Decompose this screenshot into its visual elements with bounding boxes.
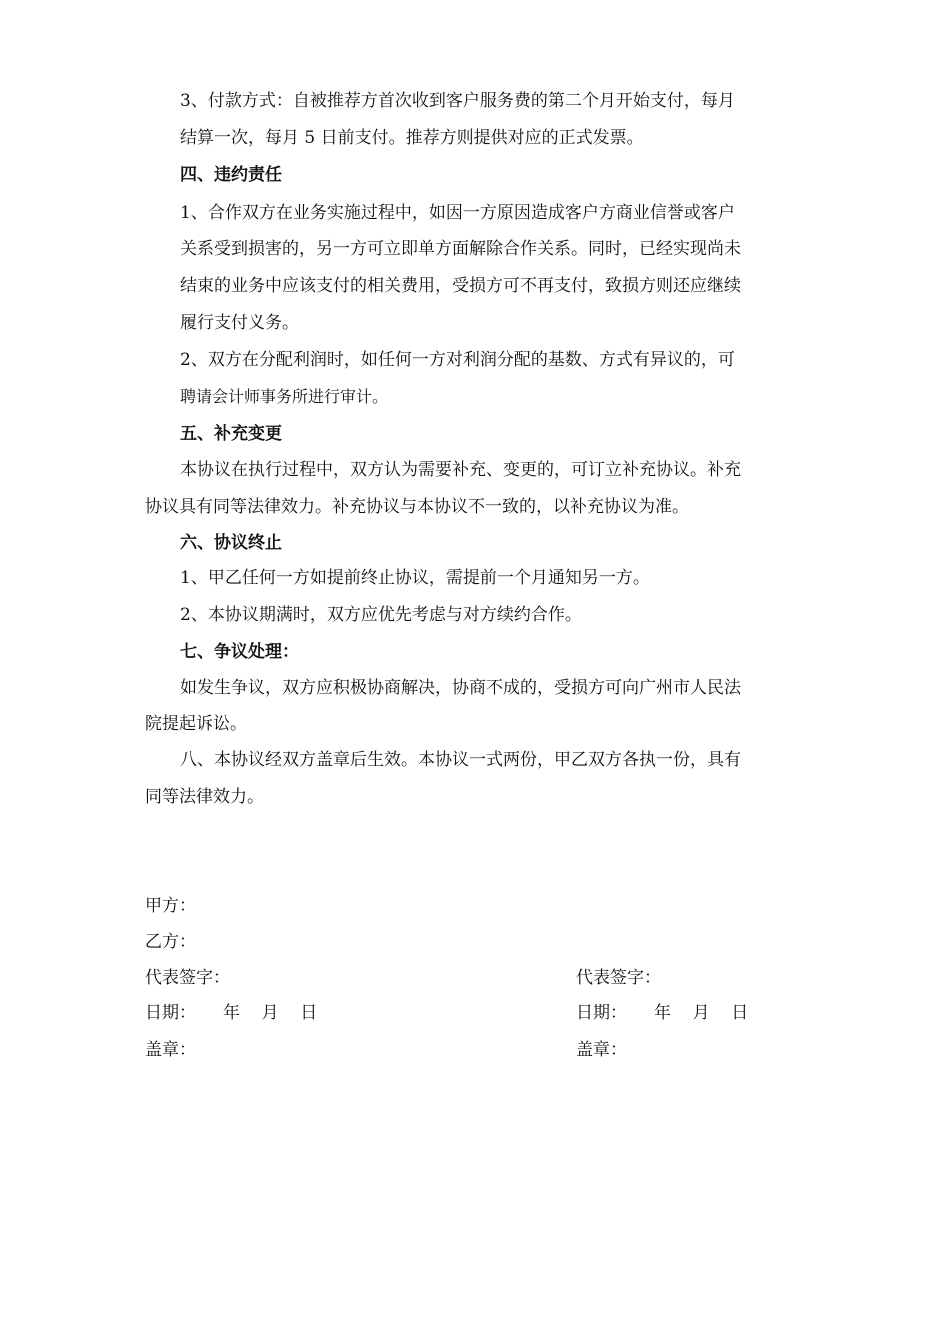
party-b-label: 乙方：: [145, 932, 196, 952]
termination-clause-2: 2、本协议期满时，双方应优先考虑与对方续约合作。: [180, 605, 582, 625]
left-seal-label: 盖章：: [145, 1040, 196, 1060]
termination-clause-1: 1、甲乙任何一方如提前终止协议，需提前一个月通知另一方。: [180, 568, 650, 588]
breach-clause-2-line: 2、双方在分配利润时，如任何一方对利润分配的基数、方式有异议的，可: [180, 350, 735, 370]
supplement-paragraph-line: 本协议在执行过程中，双方认为需要补充、变更的，可订立补充协议。补充: [180, 460, 741, 480]
right-date-label: 日期： 年 月 日: [576, 1003, 749, 1023]
party-a-label: 甲方：: [145, 896, 196, 916]
dispute-paragraph-line: 如发生争议，双方应积极协商解决，协商不成的，受损方可向广州市人民法: [180, 678, 741, 698]
section-heading-termination: 六、协议终止: [180, 533, 282, 553]
payment-terms-line: 结算一次，每月 5 日前支付。推荐方则提供对应的正式发票。: [180, 128, 644, 148]
supplement-paragraph-line: 协议具有同等法律效力。补充协议与本协议不一致的，以补充协议为准。: [145, 497, 689, 517]
effect-paragraph-line: 同等法律效力。: [145, 787, 264, 807]
left-date-label: 日期： 年 月 日: [145, 1003, 318, 1023]
section-heading-dispute: 七、争议处理：: [180, 642, 299, 662]
effect-paragraph-line: 八、本协议经双方盖章后生效。本协议一式两份，甲乙双方各执一份，具有: [180, 750, 741, 770]
section-heading-breach: 四、违约责任: [180, 165, 282, 185]
breach-clause-1-line: 履行支付义务。: [180, 313, 299, 333]
breach-clause-1-line: 结束的业务中应该支付的相关费用，受损方可不再支付，致损方则还应继续: [180, 276, 741, 296]
right-seal-label: 盖章：: [576, 1040, 627, 1060]
left-representative-signature-label: 代表签字：: [145, 968, 230, 988]
right-representative-signature-label: 代表签字：: [576, 968, 661, 988]
breach-clause-1-line: 关系受到损害的，另一方可立即单方面解除合作关系。同时，已经实现尚未: [180, 239, 741, 259]
payment-terms-line: 3、付款方式：自被推荐方首次收到客户服务费的第二个月开始支付，每月: [180, 91, 735, 111]
breach-clause-1-line: 1、合作双方在业务实施过程中，如因一方原因造成客户方商业信誉或客户: [180, 203, 735, 223]
dispute-paragraph-line: 院提起诉讼。: [145, 714, 247, 734]
breach-clause-2-line: 聘请会计师事务所进行审计。: [180, 387, 389, 406]
section-heading-supplement: 五、补充变更: [180, 424, 282, 444]
